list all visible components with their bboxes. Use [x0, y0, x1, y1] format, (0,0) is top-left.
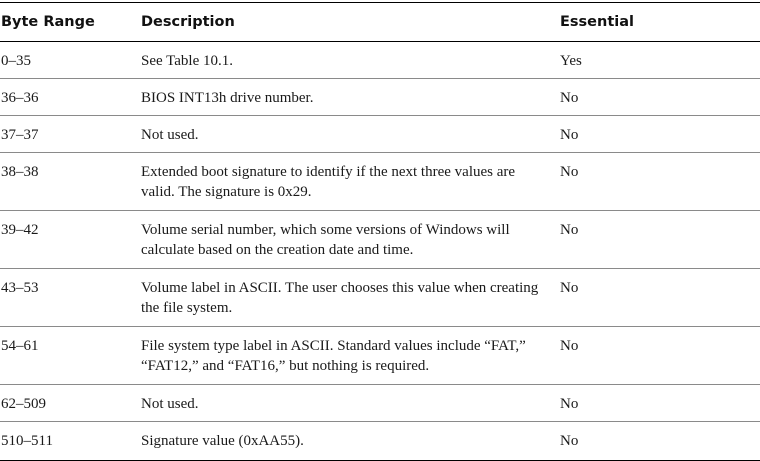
table-row: [0, 269, 760, 327]
cell-description: Extended boot signature to identify if the next three values are valid. The signature is 0x29.: [141, 164, 516, 200]
header-description: Description: [141, 14, 235, 30]
cell-description: Not used.: [141, 127, 199, 143]
table-row: [0, 116, 760, 153]
cell-byte-range: 39–42: [1, 222, 39, 238]
table-row: [0, 79, 760, 116]
header-byte-range: Byte Range: [1, 14, 95, 30]
cell-byte-range: 43–53: [1, 280, 39, 296]
table-header-row: [0, 3, 760, 42]
byte-range-table: [0, 2, 760, 461]
cell-description: See Table 10.1.: [141, 53, 233, 69]
cell-description: BIOS INT13h drive number.: [141, 90, 314, 106]
table-row: [0, 42, 760, 79]
cell-description: Not used.: [141, 396, 199, 412]
cell-essential: No: [560, 164, 579, 180]
table-row: [0, 422, 760, 460]
cell-essential: Yes: [560, 53, 582, 69]
cell-byte-range: 36–36: [1, 90, 39, 106]
cell-essential: No: [560, 222, 579, 238]
cell-description: Signature value (0xAA55).: [141, 433, 304, 449]
cell-essential: No: [560, 90, 579, 106]
table-row: [0, 153, 760, 211]
table-row: [0, 385, 760, 422]
header-essential: Essential: [560, 14, 634, 30]
cell-description: File system type label in ASCII. Standard values include “FAT,” “FAT12,” and “FAT16,” but nothing is required.: [141, 338, 526, 374]
cell-byte-range: 54–61: [1, 338, 39, 354]
table-row: [0, 211, 760, 269]
cell-essential: No: [560, 433, 579, 449]
cell-byte-range: 38–38: [1, 164, 39, 180]
cell-byte-range: 37–37: [1, 127, 39, 143]
cell-byte-range: 510–511: [1, 433, 53, 449]
cell-byte-range: 0–35: [1, 53, 31, 69]
cell-byte-range: 62–509: [1, 396, 46, 412]
cell-description: Volume label in ASCII. The user chooses this value when creating the file system.: [141, 280, 539, 316]
table-row: [0, 327, 760, 385]
cell-essential: No: [560, 127, 579, 143]
cell-essential: No: [560, 396, 579, 412]
cell-description: Volume serial number, which some versions of Windows will calculate based on the creation date and time.: [141, 222, 510, 258]
cell-essential: No: [560, 280, 579, 296]
cell-essential: No: [560, 338, 579, 354]
